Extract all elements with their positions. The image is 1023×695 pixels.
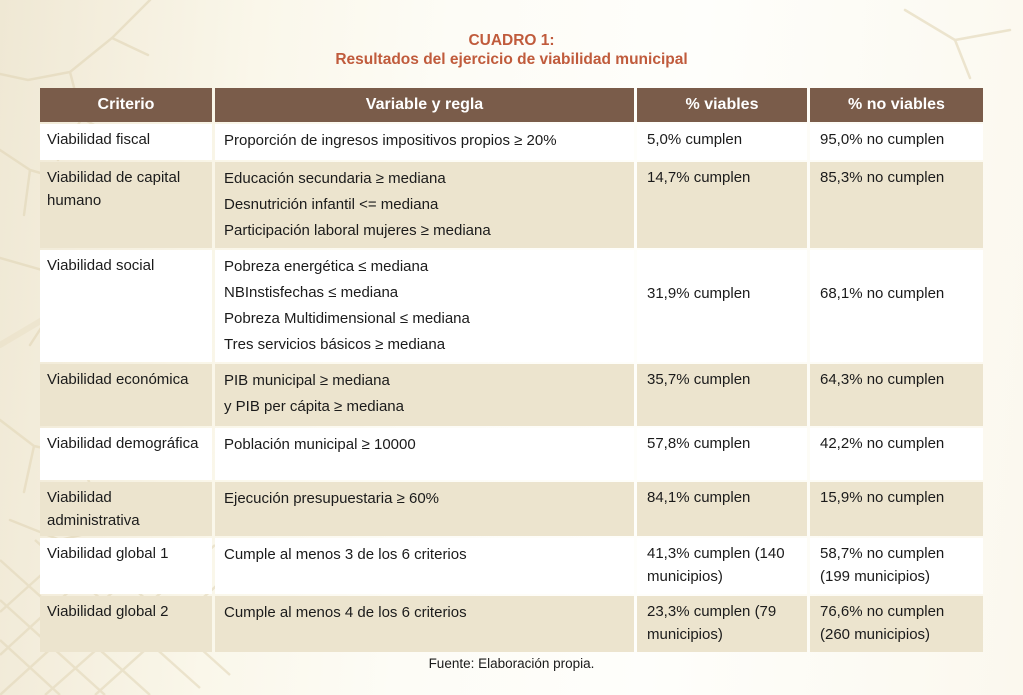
variable-line: Proporción de ingresos impositivos propios ≥ 20% (224, 132, 557, 149)
cell-viables: 57,8% cumplen (637, 428, 807, 480)
cell-criterio: Viabilidad social (40, 250, 212, 362)
cell-viables: 84,1% cumplen (637, 482, 807, 536)
cell-no-viables: 85,3% no cumplen (810, 162, 983, 248)
variable-line: y PIB per cápita ≥ mediana (224, 398, 404, 415)
cell-viables: 23,3% cumplen (79 municipios) (637, 596, 807, 652)
table-title-line2: Resultados del ejercicio de viabilidad municipal (335, 51, 688, 68)
cell-criterio: Viabilidad administrativa (40, 482, 212, 536)
variable-line: PIB municipal ≥ mediana (224, 372, 390, 389)
variable-line: Ejecución presupuestaria ≥ 60% (224, 490, 440, 507)
cell-variable (215, 428, 634, 480)
variable-line: Cumple al menos 3 de los 6 criterios (224, 546, 467, 563)
cell-variable (215, 250, 634, 362)
cell-viables: 5,0% cumplen (637, 124, 807, 160)
cell-variable (215, 124, 634, 160)
cell-variable (215, 538, 634, 594)
variable-line: Población municipal ≥ 10000 (224, 436, 416, 453)
viability-results-table (40, 88, 983, 652)
cell-criterio: Viabilidad demográfica (40, 428, 212, 480)
cell-criterio: Viabilidad de capital humano (40, 162, 212, 248)
column-header-viables: % viables (637, 88, 807, 122)
cell-no-viables: 15,9% no cumplen (810, 482, 983, 536)
column-header-criterio: Criterio (40, 88, 212, 122)
cell-criterio: Viabilidad global 2 (40, 596, 212, 652)
variable-line: NBInstisfechas ≤ mediana (224, 284, 399, 301)
table-title (40, 31, 983, 69)
cell-no-viables: 42,2% no cumplen (810, 428, 983, 480)
cell-viables: 41,3% cumplen (140 municipios) (637, 538, 807, 594)
variable-line: Cumple al menos 4 de los 6 criterios (224, 604, 467, 621)
cell-no-viables: 58,7% no cumplen (199 municipios) (810, 538, 983, 594)
column-header-no-viables: % no viables (810, 88, 983, 122)
cell-variable (215, 482, 634, 536)
table-title-line1: CUADRO 1: (468, 32, 555, 49)
cell-no-viables: 64,3% no cumplen (810, 364, 983, 426)
cell-variable (215, 162, 634, 248)
variable-line: Participación laboral mujeres ≥ mediana (224, 222, 491, 239)
cell-viables: 14,7% cumplen (637, 162, 807, 248)
cell-no-viables: 68,1% no cumplen (810, 250, 983, 362)
cell-viables: 31,9% cumplen (637, 250, 807, 362)
cell-criterio: Viabilidad fiscal (40, 124, 212, 160)
cell-variable (215, 364, 634, 426)
cell-no-viables: 95,0% no cumplen (810, 124, 983, 160)
cell-viables: 35,7% cumplen (637, 364, 807, 426)
source-note: Fuente: Elaboración propia. (428, 656, 595, 671)
cell-no-viables: 76,6% no cumplen (260 municipios) (810, 596, 983, 652)
variable-line: Desnutrición infantil <= mediana (224, 196, 439, 213)
variable-line: Educación secundaria ≥ mediana (224, 170, 446, 187)
cell-variable (215, 596, 634, 652)
variable-line: Pobreza Multidimensional ≤ mediana (224, 310, 470, 327)
variable-line: Tres servicios básicos ≥ mediana (224, 336, 446, 353)
cell-criterio: Viabilidad económica (40, 364, 212, 426)
variable-line: Pobreza energética ≤ mediana (224, 258, 429, 275)
column-header-variable-regla: Variable y regla (215, 88, 634, 122)
cell-criterio: Viabilidad global 1 (40, 538, 212, 594)
